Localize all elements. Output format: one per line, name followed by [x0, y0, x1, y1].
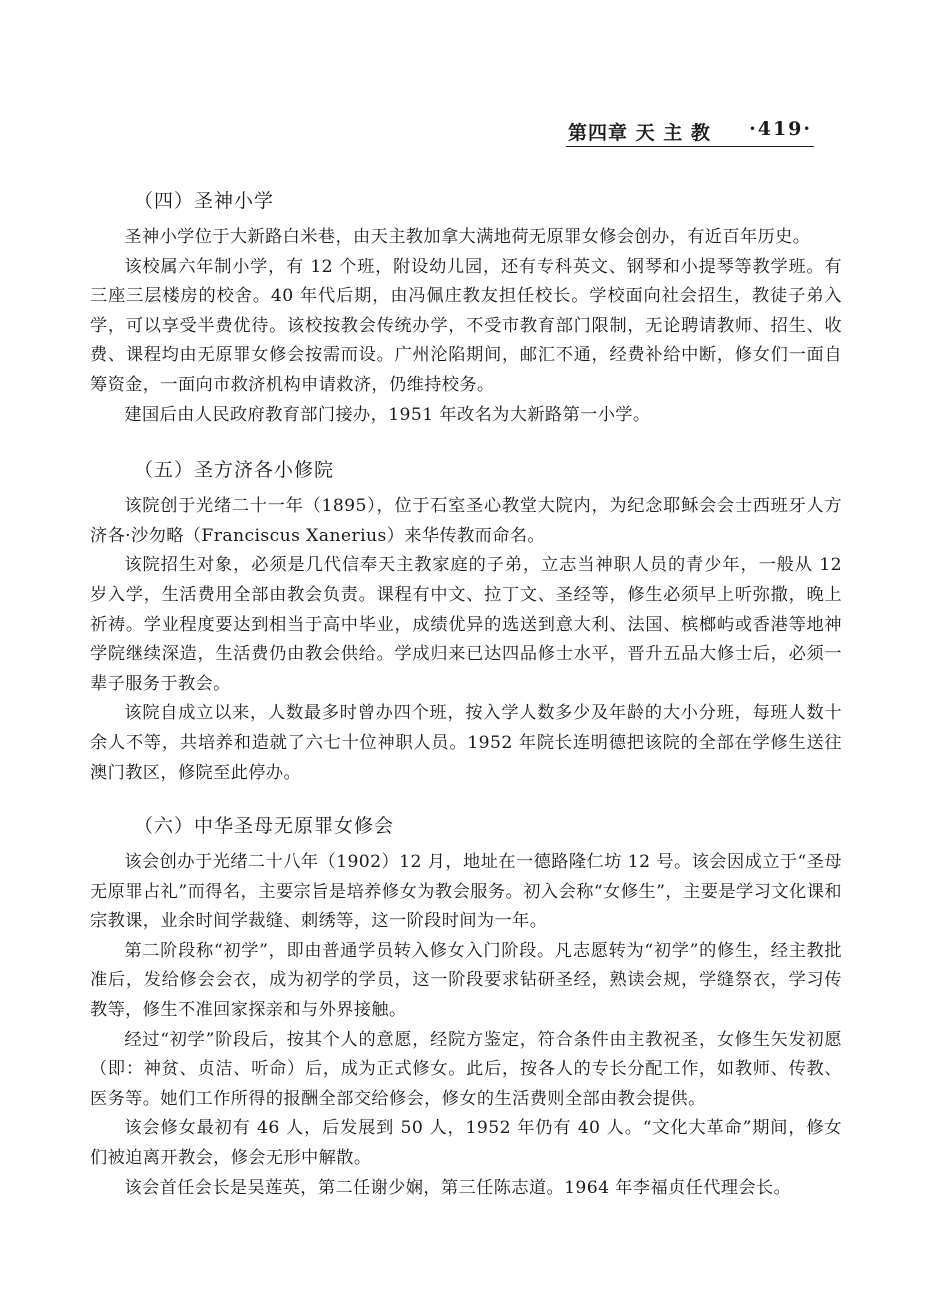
- running-header: [566, 116, 814, 147]
- paragraph: 该会创办于光绪二十八年（1902）12 月，地址在一德路隆仁坊 12 号。该会因成立于“圣母无原罪占礼”而得名，主要宗旨是培养修女为教会服务。初入会称“女修生”，主要是学习文化课和宗教课，业余时间学裁缝、刺绣等，这一阶段时间为一年。: [90, 852, 842, 932]
- paragraph: 该院自成立以来，人数最多时曾办四个班，按入学人数多少及年龄的大小分班，每班人数十余人不等，共培养和造就了六七十位神职人员。1952 年院长连明德把该院的全部在学修生送往澳门教区，修院至此停办。: [90, 703, 842, 783]
- paragraph: 该校属六年制小学，有 12 个班，附设幼儿园，还有专科英文、钢琴和小提琴等教学班。有三座三层楼房的校舍。40 年代后期，由冯佩庄教友担任校长。学校面向社会招生，教徒子弟入学，可以享受半费优待。该校按教会传统办学，不受市教育部门限制，无论聘请教师、招生、收费、课程均由无原罪女修会按需而设。广州沦陷期间，邮汇不通，经费补给中断，修女们一面自筹资金，一面向市救济机构申请救济，仍维持校务。: [90, 256, 842, 395]
- chapter-title: 第四章 天 主 教: [568, 122, 711, 144]
- paragraph: 该院招生对象，必须是几代信奉天主教家庭的子弟，立志当神职人员的青少年，一般从 12 岁入学，生活费用全部由教会负责。课程有中文、拉丁文、圣经等，修生必须早上听弥撒，晚上祈祷。学业程度要达到相当于高中毕业，成绩优异的选送到意大利、法国、槟榔屿或香港等地神学院继续深造，生活费仍由教会供给。学成归来已达四品修士水平，晋升五品大修士后，必须一辈子服务于教会。: [90, 555, 842, 694]
- paragraph: 该会修女最初有 46 人，后发展到 50 人，1952 年仍有 40 人。“文化大革命”期间，修女们被迫离开教会，修会无形中解散。: [90, 1118, 842, 1169]
- section-heading: （四）圣神小学: [134, 190, 275, 212]
- section-6: [90, 810, 842, 1203]
- paragraph: 该院创于光绪二十一年（1895），位于石室圣心教堂大院内，为纪念耶稣会会士西班牙人方济各·沙勿略（Franciscus Xanerius）来华传教而命名。: [90, 496, 842, 546]
- section-heading: （六）中华圣母无原罪女修会: [134, 815, 395, 838]
- section-5: [90, 454, 842, 788]
- paragraph: 该会首任会长是吴莲英，第二任谢少娴，第三任陈志道。1964 年李福贞任代理会长。: [124, 1177, 792, 1198]
- paragraph: 第二阶段称“初学”，即由普通学员转入修女入门阶段。凡志愿转为“初学”的修生，经主教批准后，发给修会会衣，成为初学的学员，这一阶段要求钻研圣经，熟读会规，学缝祭衣，学习传教等，修生不准回家探亲和与外界接触。: [90, 940, 842, 1021]
- paragraph: 建国后由人民政府教育部门接办，1951 年改名为大新路第一小学。: [124, 404, 651, 425]
- paragraph: 经过“初学”阶段后，按其个人的意愿，经院方鉴定，符合条件由主教祝圣，女修生矢发初愿（即：神贫、贞洁、听命）后，成为正式修女。此后，按各人的专长分配工作，如教师、传教、医务等。她们工作所得的报酬全部交给修会，修女的生活费则全部由教会提供。: [90, 1029, 842, 1109]
- page-number: ·419·: [749, 118, 812, 140]
- section-heading: （五）圣方济各小修院: [134, 459, 335, 482]
- paragraph: 圣神小学位于大新路白米巷，由天主教加拿大满地荷无原罪女修会创办，有近百年历史。: [124, 227, 811, 247]
- body-text: [90, 185, 842, 1203]
- section-4: [90, 185, 842, 430]
